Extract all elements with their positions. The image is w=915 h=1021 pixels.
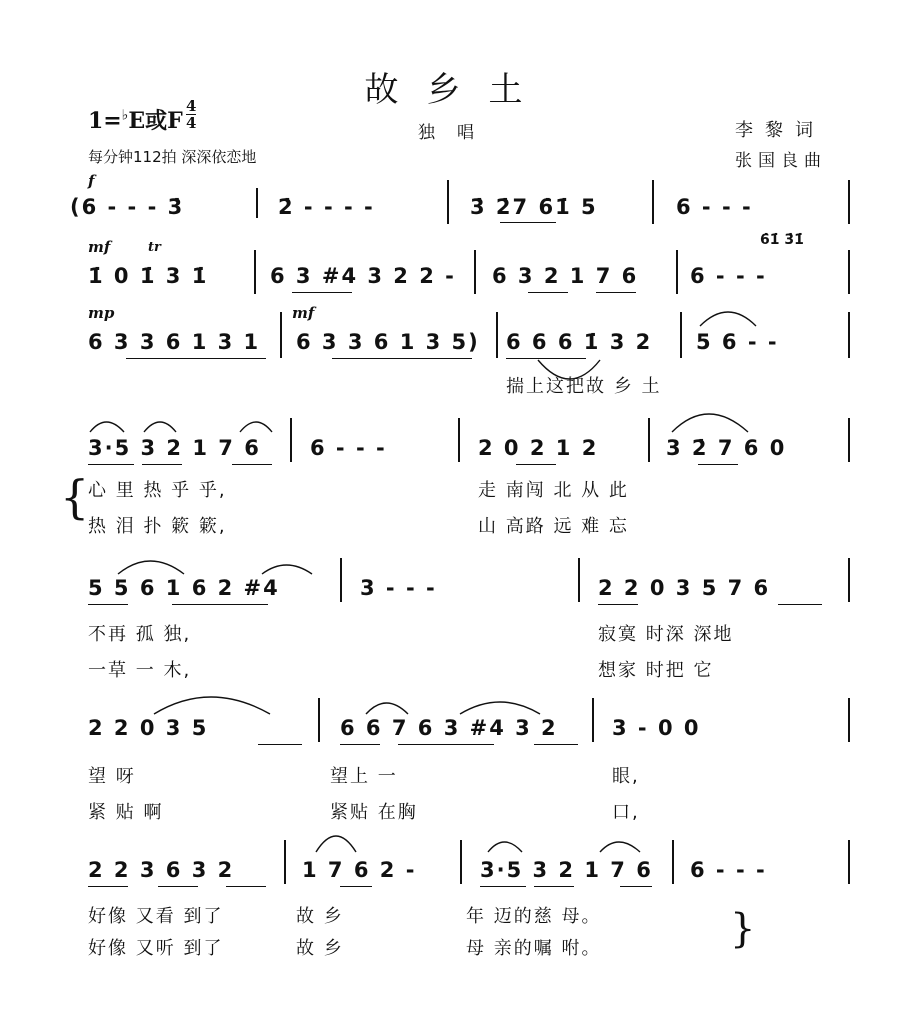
slur <box>460 702 540 714</box>
row5-bar2: 3 - - - <box>360 576 437 600</box>
row4-bar3: 2 0 2 1 2 <box>478 436 599 460</box>
row7-bar1: 2 2 3 6 3 2 <box>88 858 235 882</box>
song-title: 故乡土 <box>364 70 551 110</box>
row7-lyric-v1b: 故 乡 <box>296 906 344 927</box>
row7-bar2: 1 7 6 2 - <box>302 858 417 882</box>
row1-bar4: 6 - - - <box>676 195 753 219</box>
row1-bar3: 3̇ 2̇7 6̇1̇ 5 <box>470 195 598 219</box>
slur <box>538 360 600 379</box>
slur <box>118 561 184 574</box>
slur <box>154 697 270 714</box>
row3-bar1: 6 3 3 6 1 3 1 <box>88 330 261 354</box>
performance-type: 独唱 <box>418 123 496 143</box>
dynamic-f: f <box>88 172 95 190</box>
row6-lyric-v2b: 紧贴 在胸 <box>330 802 418 823</box>
slur <box>700 312 756 326</box>
row7-lyric-v2c: 母 亲的嘱 咐。 <box>466 938 602 959</box>
row5-bar1: 5 5 6 1 6 2 #4 <box>88 576 280 600</box>
slur <box>600 842 640 852</box>
row3-bar3: 6 6 6 1̇ 3 2 <box>506 330 653 354</box>
row1-bar2: 2̇ - - - - <box>278 195 375 219</box>
row7-lyric-v1c: 年 迈的慈 母。 <box>466 906 602 927</box>
grace-notes: 6̇1̇ 3̇1̇ <box>760 232 804 248</box>
row3-lyric: 揣上这把故 乡 土 <box>506 376 662 397</box>
slur <box>316 836 356 852</box>
slur <box>366 703 408 714</box>
key-prefix: 1= <box>88 108 122 134</box>
row1-bar1: (6 - - - 3̇ <box>70 195 185 219</box>
slur <box>262 565 312 574</box>
row5-lyric-v1a: 不再 孤 独, <box>88 624 192 645</box>
row7-lyric-v2b: 故 乡 <box>296 938 344 959</box>
row7-bar3: 3·5 3 2 1 7 6 <box>480 858 653 882</box>
verse-brace: { <box>60 470 90 524</box>
row4-lyric-v2a: 热 泪 扑 簌 簌, <box>88 516 227 537</box>
row6-bar2: 6 6 7 6 3 #4 3 2 <box>340 716 558 740</box>
row6-lyric-v2c: 口, <box>612 802 640 823</box>
row7-lyric-v1a: 好像 又看 到了 <box>88 906 224 927</box>
lyricist: 李黎词 <box>735 120 825 141</box>
trill-mark: tr <box>148 240 161 255</box>
row6-bar3: 3 - 0 0 <box>612 716 701 740</box>
row5-lyric-v2a: 一草 一 木, <box>88 660 192 681</box>
row4-bar1: 3·5 3 2 1 7 6 <box>88 436 261 460</box>
dynamic-mp: mp <box>88 304 115 322</box>
row2-bar4: 6 - - - <box>690 264 767 288</box>
row4-lyric-v1b: 走 南闯 北 从 此 <box>478 480 629 501</box>
slur <box>90 422 124 432</box>
key-text: E或F <box>128 108 183 134</box>
slur <box>144 422 176 432</box>
row4-lyric-v2b: 山 高路 远 难 忘 <box>478 516 629 537</box>
slur <box>240 422 272 432</box>
slur <box>488 842 522 852</box>
flat-sign: ♭ <box>121 107 129 124</box>
row5-bar3: 2 2 0 3 5 7 6 <box>598 576 771 600</box>
row6-lyric-v1a: 望 呀 <box>88 766 136 787</box>
composer: 张国良曲 <box>735 151 827 171</box>
row4-bar2: 6 - - - <box>310 436 387 460</box>
row5-lyric-v2b: 想家 时把 它 <box>598 660 714 681</box>
slur <box>672 414 748 432</box>
row6-lyric-v1c: 眼, <box>612 766 640 787</box>
row2-bar2: 6 3 #4 3 2 2 - <box>270 264 456 288</box>
time-top: 4 <box>186 97 197 115</box>
tempo-marking: 每分钟112拍 深深依恋地 <box>88 148 257 166</box>
row3-bar2: 6 3 3 6 1 3 5) <box>296 330 480 354</box>
row4-lyric-v1a: 心 里 热 乎 乎, <box>88 480 227 501</box>
dynamic-mf-2: mf <box>292 304 315 322</box>
row6-lyric-v2a: 紧 贴 啊 <box>88 802 164 823</box>
time-bottom: 4 <box>186 114 197 132</box>
row7-lyric-v2a: 好像 又听 到了 <box>88 938 224 959</box>
verse-brace-right: } <box>730 906 756 952</box>
dynamic-mf: mf <box>88 238 111 256</box>
row6-lyric-v1b: 望上 一 <box>330 766 398 787</box>
row6-bar1: 2 2 0 3 5 <box>88 716 209 740</box>
row7-bar4: 6 - - - <box>690 858 767 882</box>
row5-lyric-v1b: 寂寞 时深 深地 <box>598 624 734 645</box>
row3-bar4: 5 6 - - <box>696 330 779 354</box>
row4-bar4: 3 2̇ 7 6 0 <box>666 436 787 460</box>
row2-bar3: 6 3 2 1 7 6 <box>492 264 639 288</box>
row2-bar1: 1̇ 0 1̇ 3 1̇ <box>88 264 209 288</box>
